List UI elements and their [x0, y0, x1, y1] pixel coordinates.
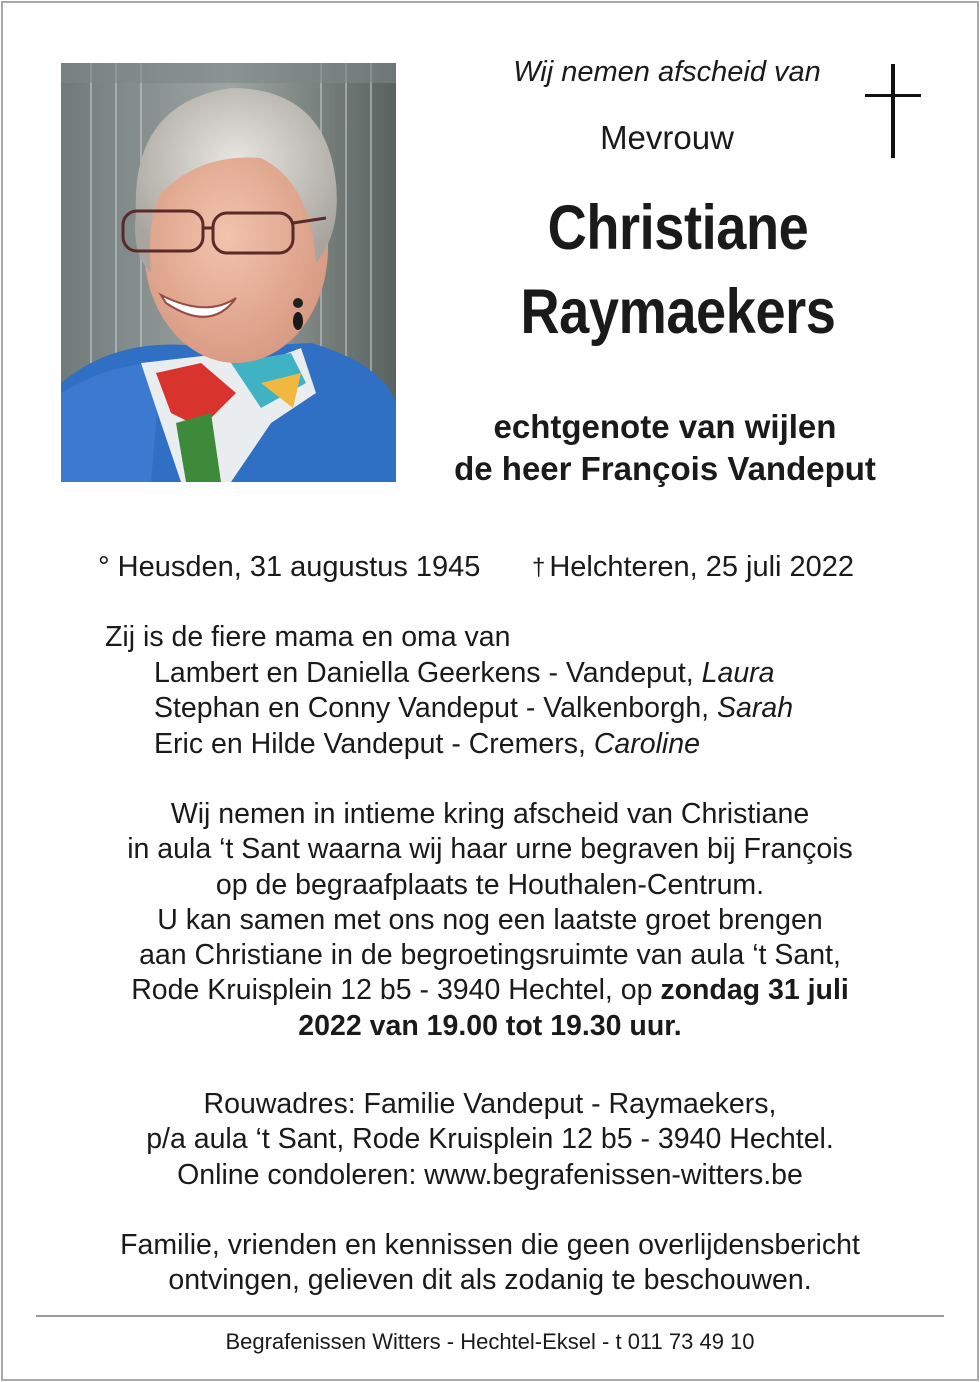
ceremony-line: aan Christiane in de begroetingsruimte van aula ‘t Sant,	[139, 939, 841, 972]
spouse-info	[430, 406, 900, 490]
footer-divider	[36, 1315, 944, 1317]
ceremony-address: Rode Kruisplein 12 b5 - 3940 Hechtel, op	[131, 974, 661, 1007]
salutation: Mevrouw	[600, 119, 734, 156]
ceremony-line	[40, 973, 940, 1008]
family-intro: Zij is de fiere mama en oma van	[105, 621, 511, 653]
ceremony-line	[40, 1009, 940, 1044]
list-item	[105, 656, 793, 692]
ceremony-date: zondag 31 juli	[660, 974, 849, 1007]
address-line: Rouwadres: Familie Vandeput - Raymaekers,	[203, 1088, 777, 1120]
ceremony-line: U kan samen met ons nog een laatste groet brengen	[157, 903, 823, 936]
death-info	[532, 547, 854, 588]
birth-info: ° Heusden, 31 augustus 1945	[98, 551, 481, 583]
ceremony-line: in aula ‘t Sant waarna wij haar urne begraven bij François	[127, 833, 853, 866]
grandchild-name: Laura	[701, 656, 775, 689]
notice-text	[40, 1228, 940, 1299]
spouse-line-1: echtgenote van wijlen	[493, 408, 837, 445]
portrait-photo	[61, 63, 396, 482]
death-text: Helchteren, 25 juli 2022	[549, 551, 855, 583]
funeral-home-footer: Begrafenissen Witters - Hechtel-Eksel - t 011 73 49 10	[225, 1329, 755, 1354]
notice-line: Familie, vrienden en kennissen die geen overlijdensbericht	[120, 1229, 860, 1261]
notice-line: ontvingen, gelieven dit als zodanig te beschouwen.	[168, 1264, 812, 1297]
grandchild-name: Sarah	[717, 692, 794, 724]
intro-text: Wij nemen afscheid van	[513, 56, 821, 88]
mourning-address	[40, 1087, 940, 1193]
ceremony-line: Wij nemen in intieme kring afscheid van Christiane	[170, 798, 810, 830]
grandchild-name: Caroline	[593, 727, 700, 760]
deceased-name	[473, 186, 882, 354]
ceremony-time: 2022 van 19.00 tot 19.30 uur.	[298, 1009, 682, 1042]
ceremony-line: op de begraafplaats te Houthalen-Centrum.	[215, 868, 765, 901]
last-name: Raymaekers	[520, 277, 836, 347]
list-item	[105, 727, 793, 763]
address-line: p/a aula ‘t Sant, Rode Kruisplein 12 b5 - 3940 Hechtel.	[146, 1123, 834, 1156]
list-item	[105, 691, 793, 727]
family-list	[105, 620, 793, 762]
child-names: Lambert en Daniella Geerkens - Vandeput,	[154, 656, 702, 689]
dagger-icon: †	[532, 554, 546, 581]
child-names: Eric en Hilde Vandeput - Cremers,	[154, 727, 594, 760]
first-name: Christiane	[547, 193, 809, 263]
ceremony-info	[40, 797, 940, 1044]
child-names: Stephan en Conny Vandeput - Valkenborgh,	[154, 692, 718, 724]
condolence-link: Online condoleren: www.begrafenissen-witters.be	[177, 1158, 803, 1191]
spouse-line-2: de heer François Vandeput	[454, 450, 876, 487]
